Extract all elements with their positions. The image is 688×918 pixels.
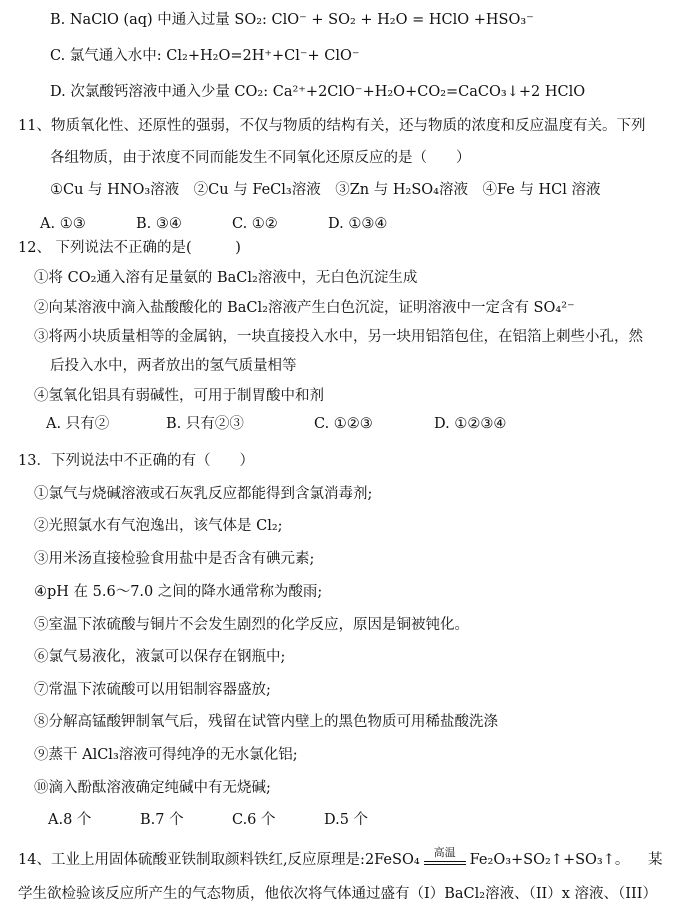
q13-item-2: ②光照氯水有气泡逸出，该气体是 Cl₂;	[34, 518, 283, 534]
q11-option-c[interactable]: C. ①②	[232, 216, 278, 232]
q12-option-b[interactable]: B. 只有②③	[166, 416, 244, 432]
q12-options	[46, 414, 506, 434]
q14-stem-line2: 学生欲检验该反应所产生的气态物质，他依次将气体通过盛有（I）BaCl₂溶液、（II）x 溶液、（III）	[18, 886, 657, 902]
q12-statement-4: ④氢氧化铝具有弱碱性，可用于制胃酸中和剂	[34, 388, 324, 404]
q10-option-d: D. 次氯酸钙溶液中通入少量 CO₂: Ca²⁺+2ClO⁻+H₂O+CO₂=CaCO₃↓+2 HClO	[50, 84, 586, 100]
q14-stem-tail: 某	[648, 852, 663, 868]
q12-statement-2: ②向某溶液中滴入盐酸酸化的 BaCl₂溶液产生白色沉淀，证明溶液中一定含有 SO₄²⁻	[34, 300, 575, 316]
q13-option-d[interactable]: D.5 个	[324, 812, 369, 828]
q14-stem-part-a: 14、工业上用固体硫酸亚铁制取颜料铁红,反应原理是:2FeSO₄	[18, 852, 420, 868]
q11-stem-line2: 各组物质，由于浓度不同而能发生不同氧化还原反应的是（ ）	[50, 150, 471, 166]
q12-statement-3b: 后投入水中，两者放出的氢气质量相等	[50, 358, 297, 374]
q12-option-a[interactable]: A. 只有②	[46, 416, 110, 432]
q13-option-a[interactable]: A.8 个	[48, 812, 92, 828]
q13-option-b[interactable]: B.7 个	[140, 812, 184, 828]
reaction-arrow	[424, 846, 466, 870]
q12-stem: 12、 下列说法不正确的是( )	[18, 240, 241, 256]
q13-item-3: ③用米汤直接检验食用盐中是否含有碘元素;	[34, 551, 315, 567]
q13-item-5: ⑤室温下浓硫酸与铜片不会发生剧烈的化学反应，原因是铜被钝化。	[34, 617, 469, 633]
q13-item-8: ⑧分解高锰酸钾制氧气后，残留在试管内壁上的黑色物质可用稀盐酸洗涤	[34, 714, 498, 730]
q11-items: ①Cu 与 HNO₃溶液 ②Cu 与 FeCl₃溶液 ③Zn 与 H₂SO₄溶液 ④Fe 与 HCl 溶液	[50, 182, 601, 198]
reaction-condition: 高温	[433, 846, 456, 859]
q11-option-a[interactable]: A. ①③	[40, 216, 86, 232]
q11-option-d[interactable]: D. ①③④	[328, 216, 388, 232]
q13-item-10: ⑩滴入酚酞溶液确定纯碱中有无烧碱;	[34, 780, 271, 796]
q12-option-d[interactable]: D. ①②③④	[434, 416, 507, 432]
q12-statement-1: ①将 CO₂通入溶有足量氨的 BaCl₂溶液中，无白色沉淀生成	[34, 270, 418, 286]
q11-options	[40, 214, 387, 234]
q13-item-6: ⑥氯气易液化，液氯可以保存在钢瓶中;	[34, 649, 286, 665]
q14-stem-part-b: Fe₂O₃+SO₂↑+SO₃↑。	[469, 852, 630, 868]
q13-option-c[interactable]: C.6 个	[232, 812, 276, 828]
q12-statement-3a: ③将两小块质量相等的金属钠，一块直接投入水中，另一块用铝箔包住，在铝箔上刺些小孔，然	[34, 329, 643, 345]
q13-item-1: ①氯气与烧碱溶液或石灰乳反应都能得到含氯消毒剂;	[34, 486, 373, 502]
q14-stem-line1	[18, 846, 630, 870]
q13-stem: 13．下列说法中不正确的有（ ）	[18, 453, 254, 469]
q10-option-b: B. NaClO (aq) 中通入过量 SO₂: ClO⁻ + SO₂ + H₂O = HClO +HSO₃⁻	[50, 12, 534, 28]
q13-item-7: ⑦常温下浓硫酸可以用铝制容器盛放;	[34, 682, 271, 698]
q10-option-c: C. 氯气通入水中: Cl₂+H₂O=2H⁺+Cl⁻+ ClO⁻	[50, 48, 360, 64]
q12-option-c[interactable]: C. ①②③	[314, 416, 373, 432]
q11-stem-line1: 11、物质氧化性、还原性的强弱，不仅与物质的结构有关，还与物质的浓度和反应温度有关。下列	[18, 118, 646, 134]
q13-options	[48, 810, 368, 830]
q11-option-b[interactable]: B. ③④	[136, 216, 182, 232]
q13-item-4: ④pH 在 5.6～7.0 之间的降水通常称为酸雨;	[34, 584, 323, 600]
q13-item-9: ⑨蒸干 AlCl₃溶液可得纯净的无水氯化铝;	[34, 747, 298, 763]
